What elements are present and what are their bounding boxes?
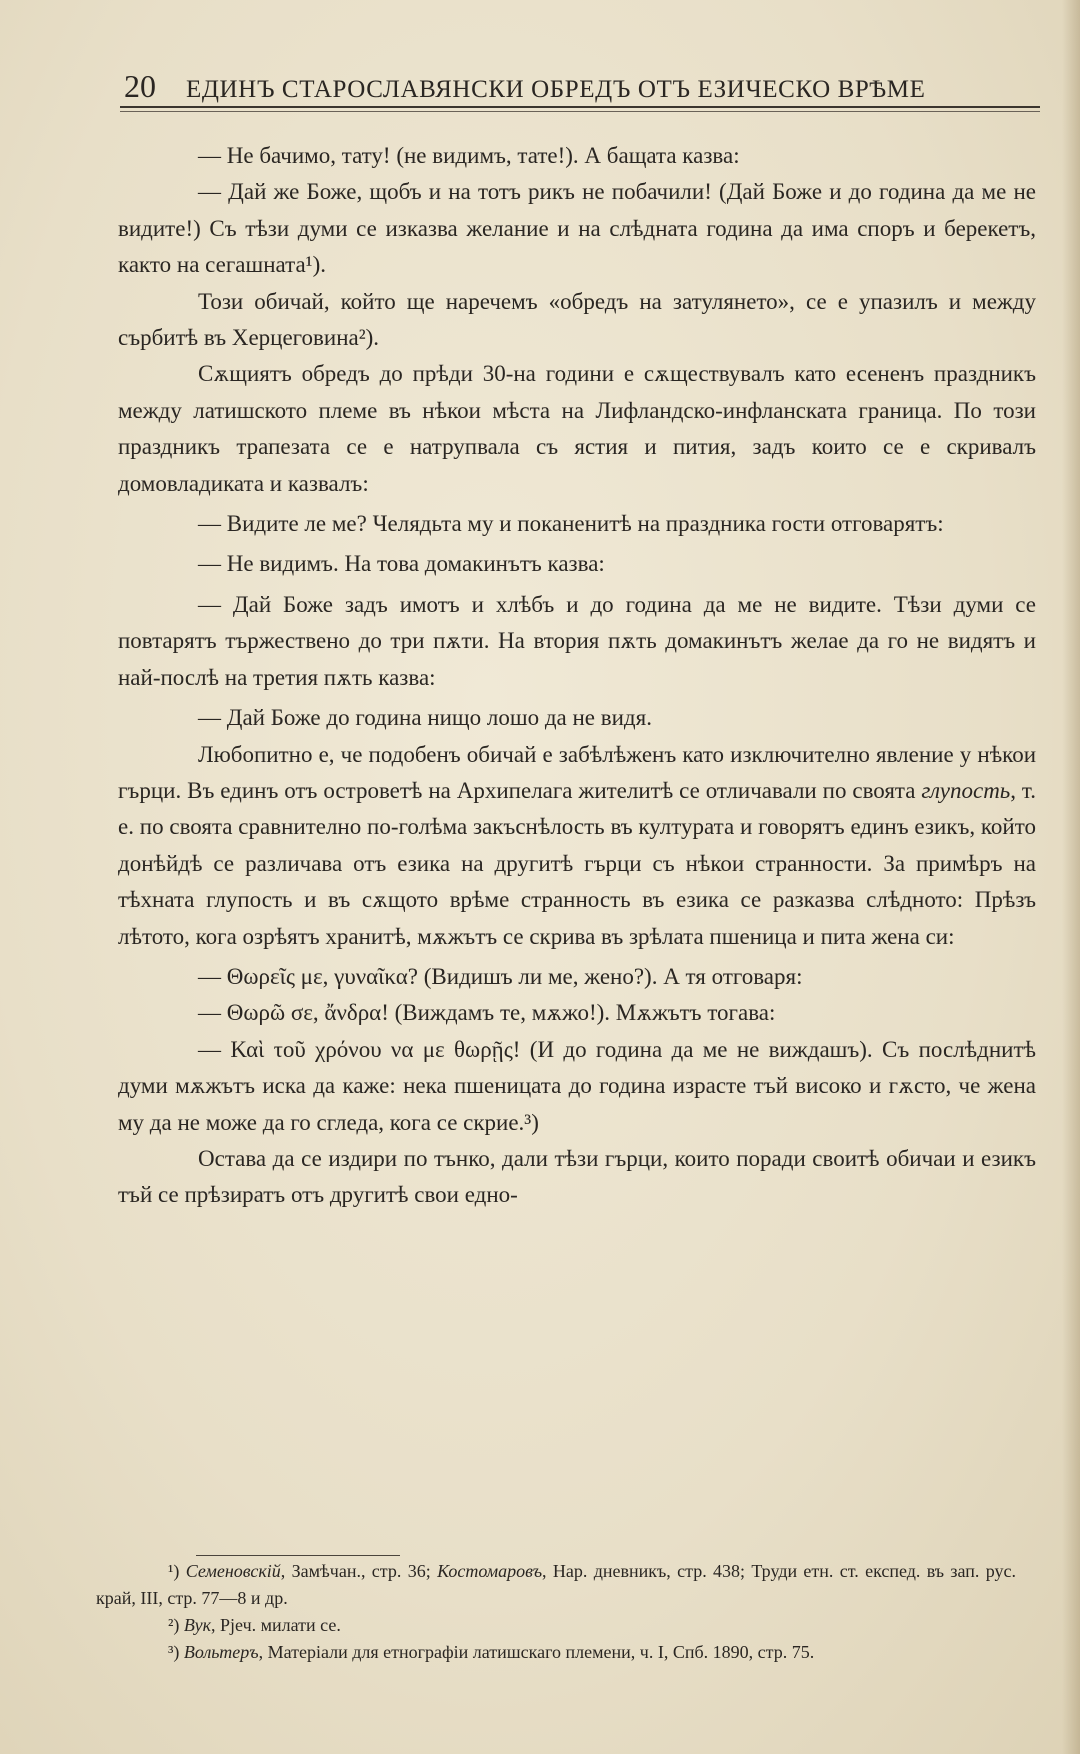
paragraph-11: — Θωρῶ σε, ἄνδρα! (Виждамъ те, мѫжо!). Мѫжътъ тогава: bbox=[198, 1000, 776, 1026]
footnote-2-text: , Рјеч. милати се. bbox=[211, 1615, 341, 1635]
paragraph-9-text-a: Любопитно е, че подобенъ обичай е забѣлѣженъ като изключително явление у нѣкои гърци. Въ единъ отъ островетѣ на Архипелага жителитѣ се отличавали по своята bbox=[118, 741, 1036, 803]
paragraph-8: — Дай Боже до година нищо лошо да не видя. bbox=[198, 705, 652, 731]
paragraph-10: — Θωρεῖς με, γυναῖκα? (Видишъ ли ме, жено?). А тя отговаря: bbox=[198, 963, 803, 989]
paragraph-1: — Не бачимо, тату! (не видимъ, тате!). А бащата казва: bbox=[198, 143, 740, 168]
footnote-3-author: Вольтеръ bbox=[183, 1642, 259, 1662]
footnote-1-text-2: , Нар. дневникъ, стр. 438; Труди етн. ст. експед. въ зап. рус. край, III, стр. 77—8 и др. bbox=[96, 1561, 1017, 1608]
paragraph-4: Сѫщиятъ обредъ до прѣди 30-на години е сѫществувалъ като есененъ праздникъ между латишското племе въ нѣкои мѣста на Лифландско-инфланската граница. По този праздникъ трапезата се е натрупвала съ ястия и пития, задъ които се е скривалъ домовладиката и казвалъ: bbox=[118, 361, 1036, 496]
footnote-1-author-1: Семеновскій bbox=[185, 1561, 281, 1581]
paragraph-3: Този обичай, който ще наречемъ «обредъ на затулянето», се е упазилъ и между сърбитѣ въ Херцеговина²). bbox=[118, 288, 1036, 351]
footnote-3-text: , Матеріали для етнографіи латишскаго племени, ч. I, Спб. 1890, стр. 75. bbox=[258, 1642, 815, 1662]
header-rule-thin bbox=[120, 111, 1040, 112]
paragraph-12: — Καὶ τοῦ χρόνου να με θωρῇς! (И до година да ме не виждашъ). Съ послѣднитѣ думи мѫжътъ иска да каже: нека пшеницата до година израсте тъй високо и гѫсто, че жена му да не може да го сгледа, кога се скрие.³) bbox=[118, 1036, 1036, 1135]
running-head: ЕДИНЪ СТАРОСЛАВЯНСКИ ОБРЕДЪ ОТЪ ЕЗИЧЕСКО ВРѢМЕ bbox=[186, 76, 926, 103]
paragraph-9 bbox=[118, 737, 1036, 955]
paragraph-9-text-b: , т. е. по своята сравнително по-голѣма закъснѣлость въ културата и говорятъ единъ езикъ, който донѣйдѣ се различава отъ езика на другитѣ гърци съ нѣкои странности. За примѣръ на тѣхната глупость и въ сѫщото врѣме странность въ езика се разказва слѣдното: Прѣзъ лѣтото, кога озрѣятъ хранитѣ, мѫжътъ се скрива въ зрѣлата пшеница и пита жена си: bbox=[118, 777, 1036, 949]
footnote-rule bbox=[196, 1555, 400, 1556]
footnote-1-text-1: , Замѣчан., стр. 36; bbox=[280, 1561, 438, 1581]
page-edge-shadow bbox=[1062, 0, 1080, 1754]
page-number: 20 bbox=[124, 68, 156, 104]
footnote-2-mark: ²) bbox=[168, 1615, 184, 1635]
page-header bbox=[124, 56, 1036, 102]
footnotes bbox=[96, 1558, 1016, 1666]
paragraph-7: — Дай Боже задъ имотъ и хлѣбъ и до година да ме не видите. Тѣзи думи се повтарятъ тържествено до три пѫти. На втория пѫть домакинътъ желае да го не видятъ и най-послѣ на третия пѫть казва: bbox=[118, 591, 1036, 690]
footnote-1-author-2: Костомаровъ bbox=[437, 1561, 543, 1581]
paragraph-6: — Не видимъ. На това домакинътъ казва: bbox=[198, 551, 605, 577]
footnote-1-mark: ¹) bbox=[168, 1561, 186, 1581]
paragraph-5: — Видите ле ме? Челядьта му и поканенитѣ на праздника гости отговарятъ: bbox=[198, 511, 944, 537]
footnote-3-mark: ³) bbox=[168, 1642, 184, 1662]
footnote-1 bbox=[96, 1558, 1016, 1612]
footnote-2-author: Вук bbox=[183, 1615, 212, 1635]
body-text bbox=[118, 138, 1036, 1214]
paragraph-2: — Дай же Боже, щобъ и на тотъ рикъ не побачили! (Дай Боже и до година да ме не видите!) Съ тѣзи думи се изказва желание и на слѣдната година да има споръ и берекетъ, както на сегашната¹). bbox=[118, 179, 1036, 278]
paragraph-9-emphasis: глупость bbox=[921, 777, 1011, 803]
footnote-2 bbox=[96, 1612, 1016, 1639]
footnote-3 bbox=[96, 1639, 1016, 1666]
header-rule bbox=[120, 106, 1040, 108]
paragraph-13: Остава да се издири по тънко, дали тѣзи гърци, които поради своитѣ обичаи и езикъ тъй се прѣзиратъ отъ другитѣ свои едно- bbox=[118, 1145, 1036, 1208]
